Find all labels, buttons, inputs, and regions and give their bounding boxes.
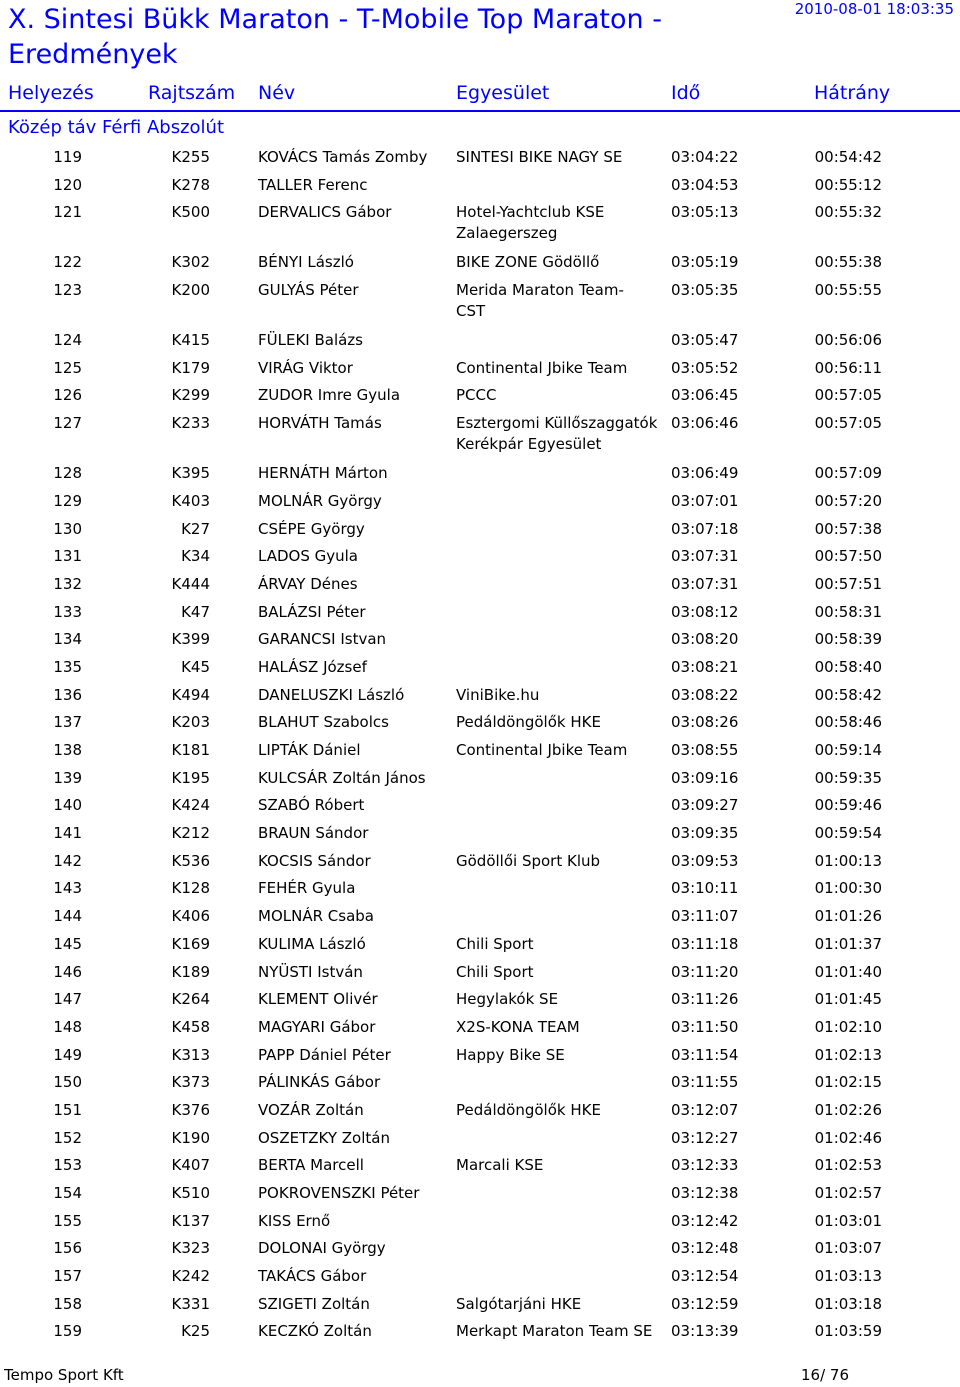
table-row: [0, 629, 960, 657]
position-cell: 135: [53, 657, 82, 676]
gap-cell: 00:58:39: [814, 630, 882, 649]
name-cell: BRAUN Sándor: [258, 824, 369, 843]
time-cell: 03:06:45: [671, 386, 739, 405]
gap-cell: 01:01:26: [814, 907, 882, 926]
gap-cell: 00:59:54: [814, 824, 882, 843]
time-cell: 03:07:01: [671, 491, 739, 510]
position-cell: 131: [53, 547, 82, 566]
bib-cell: K200: [171, 281, 210, 300]
bib-cell: K444: [171, 574, 210, 593]
name-cell: GARANCSI Istvan: [258, 630, 387, 649]
name-cell: ÁRVAY Dénes: [258, 574, 358, 593]
position-cell: 150: [53, 1073, 82, 1092]
bib-cell: K458: [171, 1017, 210, 1036]
club-cell: BIKE ZONE Gödöllő: [456, 253, 600, 272]
time-cell: 03:05:47: [671, 331, 739, 350]
position-cell: 143: [53, 879, 82, 898]
name-cell: VOZÁR Zoltán: [258, 1100, 364, 1119]
gap-cell: 00:57:51: [814, 574, 882, 593]
name-cell: MOLNÁR György: [258, 491, 382, 510]
name-cell: NYÜSTI István: [258, 962, 363, 981]
gap-cell: 01:00:30: [814, 879, 882, 898]
bib-cell: K128: [171, 879, 210, 898]
gap-cell: 00:55:55: [814, 281, 882, 300]
gap-cell: 00:57:20: [814, 491, 882, 510]
column-header-bib: Rajtszám: [148, 82, 236, 104]
results-table: [0, 147, 960, 1349]
bib-cell: K278: [171, 175, 210, 194]
name-cell: DANELUSZKI László: [258, 685, 405, 704]
position-cell: 153: [53, 1156, 82, 1175]
gap-cell: 00:55:38: [814, 253, 882, 272]
gap-cell: 00:57:50: [814, 547, 882, 566]
time-cell: 03:11:20: [671, 962, 739, 981]
table-row: [0, 989, 960, 1017]
bib-cell: K536: [171, 851, 210, 870]
club-cell: Marcali KSE: [456, 1156, 544, 1175]
position-cell: 149: [53, 1045, 82, 1064]
bib-cell: K34: [181, 547, 210, 566]
gap-cell: 00:55:32: [814, 203, 882, 222]
name-cell: KULIMA László: [258, 934, 366, 953]
name-cell: DOLONAI György: [258, 1239, 386, 1258]
name-cell: TAKÁCS Gábor: [258, 1267, 367, 1286]
club-cell: Happy Bike SE: [456, 1045, 565, 1064]
time-cell: 03:08:22: [671, 685, 739, 704]
bib-cell: K403: [171, 491, 210, 510]
bib-cell: K27: [181, 519, 210, 538]
club-cell: Merida Maraton Team- CST: [456, 281, 624, 321]
position-cell: 137: [53, 713, 82, 732]
name-cell: FEHÉR Gyula: [258, 879, 356, 898]
position-cell: 122: [53, 253, 82, 272]
position-cell: 125: [53, 358, 82, 377]
position-cell: 158: [53, 1294, 82, 1313]
name-cell: LIPTÁK Dániel: [258, 741, 361, 759]
column-header-position: Helyezés: [8, 82, 94, 104]
time-cell: 03:07:31: [671, 574, 739, 593]
gap-cell: 00:54:42: [814, 148, 882, 166]
table-row: [0, 1183, 960, 1211]
table-row: [0, 906, 960, 934]
time-cell: 03:12:38: [671, 1184, 739, 1202]
name-cell: FÜLEKI Balázs: [258, 331, 363, 350]
club-cell: Hotel-Yachtclub KSE Zalaegerszeg: [456, 203, 605, 243]
club-cell: Continental Jbike Team: [456, 358, 628, 377]
bib-cell: K233: [171, 414, 210, 433]
time-cell: 03:08:26: [671, 713, 739, 732]
position-cell: 151: [53, 1100, 82, 1119]
gap-cell: 00:57:09: [814, 464, 882, 483]
time-cell: 03:09:27: [671, 796, 739, 815]
time-cell: 03:06:46: [671, 414, 739, 433]
bib-cell: K331: [171, 1294, 210, 1313]
time-cell: 03:12:48: [671, 1239, 739, 1258]
position-cell: 144: [53, 907, 82, 926]
time-cell: 03:11:55: [671, 1073, 739, 1092]
time-cell: 03:12:07: [671, 1100, 739, 1119]
gap-cell: 00:56:06: [814, 331, 882, 350]
table-row: [0, 1321, 960, 1349]
gap-cell: 01:02:10: [814, 1017, 882, 1036]
position-cell: 133: [53, 602, 82, 621]
position-cell: 121: [53, 203, 82, 222]
bib-cell: K169: [171, 934, 210, 953]
page-title: X. Sintesi Bükk Maraton - T-Mobile Top Maraton - Eredmények: [8, 4, 662, 70]
time-cell: 03:11:54: [671, 1045, 739, 1064]
time-cell: 03:09:53: [671, 851, 739, 870]
name-cell: KOVÁCS Tamás Zomby: [258, 148, 428, 166]
time-cell: 03:08:12: [671, 602, 739, 621]
table-row: [0, 358, 960, 386]
table-row: [0, 1211, 960, 1239]
name-cell: TALLER Ferenc: [258, 175, 368, 194]
name-cell: SZABÓ Róbert: [258, 796, 365, 815]
bib-cell: K313: [171, 1045, 210, 1064]
bib-cell: K302: [171, 253, 210, 272]
name-cell: KULCSÁR Zoltán János: [258, 768, 426, 787]
table-row: [0, 202, 960, 252]
bib-cell: K424: [171, 796, 210, 815]
table-row: [0, 519, 960, 547]
name-cell: HORVÁTH Tamás: [258, 414, 382, 433]
bib-cell: K203: [171, 713, 210, 732]
name-cell: OSZETZKY Zoltán: [258, 1128, 390, 1147]
gap-cell: 01:02:57: [814, 1184, 882, 1202]
bib-cell: K299: [171, 386, 210, 405]
table-row: [0, 175, 960, 203]
name-cell: MAGYARI Gábor: [258, 1017, 376, 1036]
position-cell: 146: [53, 962, 82, 981]
bib-cell: K242: [171, 1267, 210, 1286]
column-header-gap: Hátrány: [814, 82, 891, 104]
club-cell: Chili Sport: [456, 934, 534, 953]
club-cell: Chili Sport: [456, 962, 534, 981]
club-cell: PCCC: [456, 386, 497, 405]
gap-cell: 00:59:14: [814, 741, 882, 759]
table-row: [0, 795, 960, 823]
bib-cell: K47: [181, 602, 210, 621]
position-cell: 128: [53, 464, 82, 483]
club-cell: X2S-KONA TEAM: [456, 1017, 580, 1036]
name-cell: CSÉPE György: [258, 519, 365, 538]
table-row: [0, 823, 960, 851]
name-cell: ZUDOR Imre Gyula: [258, 386, 401, 405]
table-row: [0, 1045, 960, 1073]
time-cell: 03:06:49: [671, 464, 739, 483]
time-cell: 03:04:53: [671, 175, 739, 194]
bib-cell: K25: [181, 1322, 210, 1341]
time-cell: 03:11:26: [671, 990, 739, 1009]
page-number: 16/ 76: [801, 1366, 849, 1384]
name-cell: BÉNYI László: [258, 253, 354, 272]
name-cell: DERVALICS Gábor: [258, 203, 392, 222]
gap-cell: 01:03:13: [814, 1267, 882, 1286]
position-cell: 134: [53, 630, 82, 649]
gap-cell: 00:59:35: [814, 768, 882, 787]
time-cell: 03:09:35: [671, 824, 739, 843]
gap-cell: 01:03:59: [814, 1322, 882, 1341]
gap-cell: 00:55:12: [814, 175, 882, 194]
table-row: [0, 962, 960, 990]
time-cell: 03:05:35: [671, 281, 739, 300]
gap-cell: 01:02:53: [814, 1156, 882, 1175]
table-row: [0, 740, 960, 768]
bib-cell: K323: [171, 1239, 210, 1258]
table-row: [0, 463, 960, 491]
table-row: [0, 385, 960, 413]
position-cell: 136: [53, 685, 82, 704]
time-cell: 03:04:22: [671, 148, 739, 166]
name-cell: HALÁSZ József: [258, 657, 367, 676]
bib-cell: K212: [171, 824, 210, 843]
table-row: [0, 602, 960, 630]
bib-cell: K415: [171, 331, 210, 350]
bib-cell: K137: [171, 1211, 210, 1230]
position-cell: 147: [53, 990, 82, 1009]
gap-cell: 01:02:15: [814, 1073, 882, 1092]
name-cell: PÁLINKÁS Gábor: [258, 1073, 381, 1092]
name-cell: HERNÁTH Márton: [258, 464, 388, 483]
club-cell: Gödöllői Sport Klub: [456, 851, 601, 870]
time-cell: 03:11:18: [671, 934, 739, 953]
table-row: [0, 934, 960, 962]
bib-cell: K181: [171, 741, 210, 759]
bib-cell: K189: [171, 962, 210, 981]
table-header: [0, 80, 960, 110]
gap-cell: 01:03:07: [814, 1239, 882, 1258]
table-row: [0, 685, 960, 713]
table-row: [0, 1072, 960, 1100]
table-row: [0, 878, 960, 906]
column-header-club: Egyesület: [456, 82, 550, 104]
position-cell: 124: [53, 331, 82, 350]
club-cell: Hegylakók SE: [456, 990, 559, 1009]
table-row: [0, 1128, 960, 1156]
club-cell: Merkapt Maraton Team SE: [456, 1322, 653, 1341]
bib-cell: K255: [171, 148, 210, 166]
gap-cell: 00:57:05: [814, 414, 882, 433]
bib-cell: K195: [171, 768, 210, 787]
position-cell: 148: [53, 1017, 82, 1036]
bib-cell: K376: [171, 1100, 210, 1119]
header-divider: [0, 110, 960, 112]
position-cell: 119: [53, 148, 82, 166]
name-cell: PAPP Dániel Péter: [258, 1045, 391, 1064]
timestamp: 2010-08-01 18:03:35: [794, 0, 954, 18]
time-cell: 03:05:19: [671, 253, 739, 272]
bib-cell: K407: [171, 1156, 210, 1175]
table-row: [0, 330, 960, 358]
name-cell: KLEMENT Olivér: [258, 990, 378, 1009]
table-row: [0, 1266, 960, 1294]
time-cell: 03:11:50: [671, 1017, 739, 1036]
gap-cell: 00:58:31: [814, 602, 882, 621]
name-cell: KISS Ernő: [258, 1211, 331, 1230]
table-row: [0, 712, 960, 740]
time-cell: 03:12:59: [671, 1294, 739, 1313]
table-row: [0, 851, 960, 879]
footer-company: Tempo Sport Kft: [4, 1366, 124, 1384]
time-cell: 03:11:07: [671, 907, 739, 926]
position-cell: 140: [53, 796, 82, 815]
position-cell: 141: [53, 824, 82, 843]
table-row: [0, 252, 960, 280]
bib-cell: K45: [181, 657, 210, 676]
position-cell: 126: [53, 386, 82, 405]
column-header-time: Idő: [671, 82, 701, 104]
time-cell: 03:08:20: [671, 630, 739, 649]
position-cell: 132: [53, 574, 82, 593]
table-row: [0, 546, 960, 574]
table-row: [0, 491, 960, 519]
gap-cell: 01:03:01: [814, 1211, 882, 1230]
table-row: [0, 1155, 960, 1183]
position-cell: 139: [53, 768, 82, 787]
time-cell: 03:10:11: [671, 879, 739, 898]
time-cell: 03:12:42: [671, 1211, 739, 1230]
bib-cell: K395: [171, 464, 210, 483]
time-cell: 03:12:54: [671, 1267, 739, 1286]
position-cell: 129: [53, 491, 82, 510]
gap-cell: 01:03:18: [814, 1294, 882, 1313]
name-cell: POKROVENSZKI Péter: [258, 1184, 420, 1202]
name-cell: BALÁZSI Péter: [258, 602, 366, 621]
position-cell: 155: [53, 1211, 82, 1230]
table-row: [0, 1294, 960, 1322]
club-cell: SINTESI BIKE NAGY SE: [456, 148, 623, 166]
bib-cell: K494: [171, 685, 210, 704]
gap-cell: 01:02:26: [814, 1100, 882, 1119]
name-cell: SZIGETI Zoltán: [258, 1294, 370, 1313]
table-row: [0, 768, 960, 796]
gap-cell: 00:58:46: [814, 713, 882, 732]
table-row: [0, 1017, 960, 1045]
bib-cell: K399: [171, 630, 210, 649]
bib-cell: K264: [171, 990, 210, 1009]
bib-cell: K500: [171, 203, 210, 222]
gap-cell: 01:01:45: [814, 990, 882, 1009]
name-cell: KECZKÓ Zoltán: [258, 1322, 372, 1341]
position-cell: 138: [53, 741, 82, 759]
column-header-name: Név: [258, 82, 296, 104]
position-cell: 159: [53, 1322, 82, 1341]
gap-cell: 00:58:42: [814, 685, 882, 704]
gap-cell: 00:57:05: [814, 386, 882, 405]
gap-cell: 00:56:11: [814, 358, 882, 377]
table-row: [0, 413, 960, 463]
table-row: [0, 657, 960, 685]
position-cell: 157: [53, 1267, 82, 1286]
club-cell: ViniBike.hu: [456, 685, 540, 704]
time-cell: 03:13:39: [671, 1322, 739, 1341]
club-cell: Esztergomi Küllőszaggatók Kerékpár Egyesület: [456, 414, 658, 454]
bib-cell: K406: [171, 907, 210, 926]
position-cell: 152: [53, 1128, 82, 1147]
name-cell: KOCSIS Sándor: [258, 851, 371, 870]
time-cell: 03:05:52: [671, 358, 739, 377]
category-title: Közép táv Férfi Abszolút: [8, 117, 224, 138]
name-cell: BLAHUT Szabolcs: [258, 713, 389, 732]
table-row: [0, 147, 960, 175]
time-cell: 03:08:21: [671, 657, 739, 676]
time-cell: 03:09:16: [671, 768, 739, 787]
gap-cell: 00:58:40: [814, 657, 882, 676]
position-cell: 154: [53, 1184, 82, 1202]
position-cell: 123: [53, 281, 82, 300]
position-cell: 156: [53, 1239, 82, 1258]
gap-cell: 01:02:13: [814, 1045, 882, 1064]
position-cell: 127: [53, 414, 82, 433]
position-cell: 120: [53, 175, 82, 194]
name-cell: VIRÁG Viktor: [258, 358, 353, 377]
bib-cell: K179: [171, 358, 210, 377]
name-cell: MOLNÁR Csaba: [258, 907, 374, 926]
gap-cell: 01:02:46: [814, 1128, 882, 1147]
time-cell: 03:07:31: [671, 547, 739, 566]
table-row: [0, 1100, 960, 1128]
gap-cell: 00:57:38: [814, 519, 882, 538]
time-cell: 03:12:27: [671, 1128, 739, 1147]
table-row: [0, 280, 960, 330]
gap-cell: 01:00:13: [814, 851, 882, 870]
table-row: [0, 574, 960, 602]
time-cell: 03:07:18: [671, 519, 739, 538]
gap-cell: 00:59:46: [814, 796, 882, 815]
gap-cell: 01:01:40: [814, 962, 882, 981]
table-row: [0, 1238, 960, 1266]
time-cell: 03:12:33: [671, 1156, 739, 1175]
club-cell: Salgótarjáni HKE: [456, 1294, 582, 1313]
bib-cell: K510: [171, 1184, 210, 1202]
club-cell: Pedáldöngölők HKE: [456, 1100, 601, 1119]
time-cell: 03:08:55: [671, 741, 739, 759]
bib-cell: K373: [171, 1073, 210, 1092]
position-cell: 130: [53, 519, 82, 538]
position-cell: 145: [53, 934, 82, 953]
name-cell: LADOS Gyula: [258, 547, 358, 566]
name-cell: GULYÁS Péter: [258, 281, 359, 300]
bib-cell: K190: [171, 1128, 210, 1147]
gap-cell: 01:01:37: [814, 934, 882, 953]
name-cell: BERTA Marcell: [258, 1156, 364, 1175]
position-cell: 142: [53, 851, 82, 870]
club-cell: Continental Jbike Team: [456, 741, 628, 759]
club-cell: Pedáldöngölők HKE: [456, 713, 601, 732]
time-cell: 03:05:13: [671, 203, 739, 222]
